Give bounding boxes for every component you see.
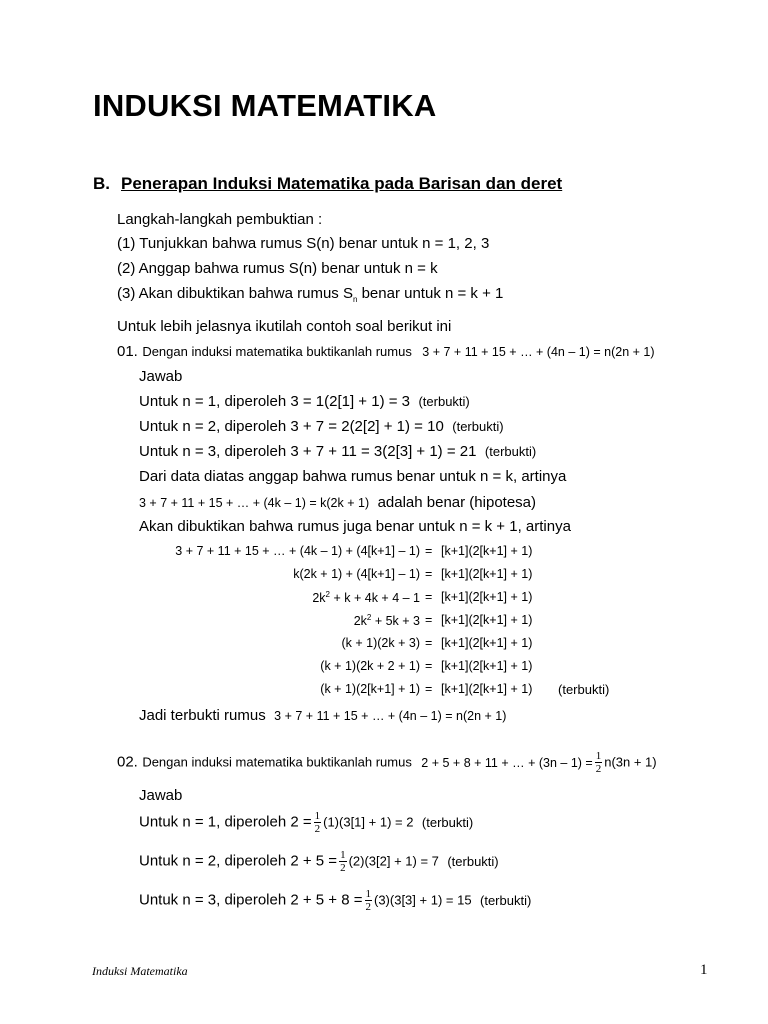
derivation-lhs: 3 + 7 + 11 + 15 + … + (4k – 1) + (4[k+1] – 1)	[175, 544, 420, 558]
derivation-equals: =	[425, 682, 433, 696]
half-fraction	[314, 810, 322, 835]
example-intro: Untuk lebih jelasnya ikutilah contoh soal berikut ini	[117, 318, 452, 335]
fraction-denominator: 2	[340, 862, 346, 874]
derivation-lhs	[354, 613, 420, 628]
derivation-equals: =	[425, 567, 433, 581]
step-3-text-b: benar untuk n = k + 1	[357, 285, 504, 302]
example-1-number: 01.	[117, 343, 138, 360]
derivation-rhs: [k+1](2[k+1] + 1)	[441, 636, 533, 650]
case-3-status: (terbukti)	[484, 444, 537, 459]
case-2-text: Untuk n = 2, diperoleh 3 + 7 = 2(2[2] + 1) = 10	[139, 418, 444, 435]
case-1-status: (terbukti)	[421, 814, 474, 830]
fraction-numerator: 1	[314, 810, 321, 822]
case-2-status: (terbukti)	[447, 853, 499, 869]
derivation-lhs: (k + 1)(2k + 2 + 1)	[320, 659, 420, 673]
example-1-question	[117, 343, 655, 361]
case-1-value: (1)(3[1] + 1) = 2	[323, 814, 414, 830]
derivation-rhs: [k+1](2[k+1] + 1)	[441, 682, 533, 696]
step-1: (1) Tunjukkan bahwa rumus S(n) benar untuk n = 1, 2, 3	[117, 235, 490, 252]
example-2-case-1	[139, 810, 473, 835]
example-1-case-3	[139, 443, 536, 461]
example-1-formula: 3 + 7 + 11 + 15 + … + (4n – 1) = n(2n + 1)	[422, 345, 655, 359]
derivation-equals: =	[425, 636, 433, 650]
half-fraction	[339, 849, 347, 874]
half-fraction	[365, 888, 373, 913]
example-2-text: Dengan induksi matematika buktikanlah rumus	[142, 754, 412, 770]
example-1-case-2	[139, 418, 504, 436]
fraction-numerator: 1	[365, 888, 371, 900]
derivation-equals: =	[425, 544, 433, 558]
fraction-numerator: 1	[595, 750, 602, 762]
example-2-case-3	[139, 888, 531, 913]
lhs-part: + 5k + 3	[371, 614, 420, 629]
section-title: Penerapan Induksi Matematika pada Barisan dan deret	[121, 174, 563, 193]
example-2-question	[117, 750, 657, 775]
example-1-case-1	[139, 393, 470, 411]
section-label: B.	[93, 174, 110, 193]
derivation-lhs: (k + 1)(2k + 3)	[341, 636, 420, 650]
case-2-status: (terbukti)	[452, 419, 504, 434]
case-3-text: Untuk n = 3, diperoleh 2 + 5 + 8 =	[139, 891, 363, 909]
fraction-denominator: 2	[595, 763, 602, 775]
case-1-text: Untuk n = 1, diperoleh 3 = 1(2[1] + 1) = 3	[139, 393, 411, 410]
example-2-jawab: Jawab	[139, 787, 183, 804]
derivation-rhs: [k+1](2[k+1] + 1)	[441, 567, 533, 581]
example-1-text: Dengan induksi matematika buktikanlah rumus	[142, 344, 412, 359]
derivation-equals: =	[425, 659, 433, 673]
derivation-rhs: [k+1](2[k+1] + 1)	[441, 659, 533, 673]
lhs-superscript: 2	[325, 590, 330, 599]
example-1-conclusion	[139, 707, 506, 725]
case-3-status: (terbukti)	[480, 892, 532, 908]
case-2-value: (2)(3[2] + 1) = 7	[348, 853, 439, 869]
steps-intro: Langkah-langkah pembuktian :	[117, 211, 323, 228]
derivation-rhs: [k+1](2[k+1] + 1)	[441, 544, 533, 558]
derivation-lhs: (k + 1)(2[k+1] + 1)	[320, 682, 420, 696]
example-2-number: 02.	[117, 753, 138, 771]
lhs-part: + k + 4k + 4 – 1	[330, 591, 420, 606]
derivation-rhs: [k+1](2[k+1] + 1)	[441, 590, 533, 604]
example-2-case-2	[139, 849, 499, 874]
hypothesis-text: Dari data diatas anggap bahwa rumus benar untuk n = k, artinya	[139, 468, 567, 485]
step-3	[117, 285, 503, 304]
derivation-rhs: [k+1](2[k+1] + 1)	[441, 613, 533, 627]
case-1-text: Untuk n = 1, diperoleh 2 =	[139, 813, 312, 831]
example-2-formula-tail: n(3n + 1)	[604, 754, 657, 770]
conclusion-formula: 3 + 7 + 11 + 15 + … + (4n – 1) = n(2n + 1)	[274, 709, 507, 723]
step-3-subscript: n	[352, 295, 358, 304]
prove-text: Akan dibuktikan bahwa rumus juga benar untuk n = k + 1, artinya	[139, 518, 571, 535]
fraction-denominator: 2	[365, 901, 371, 913]
footer-title: Induksi Matematika	[92, 964, 188, 978]
fraction-numerator: 1	[340, 849, 346, 861]
derivation-status: (terbukti)	[558, 682, 610, 697]
conclusion-text: Jadi terbukti rumus	[139, 707, 266, 724]
derivation-equals: =	[425, 613, 433, 627]
lhs-part: 2k	[353, 614, 367, 629]
example-2-formula: 2 + 5 + 8 + 11 + … + (3n – 1) =	[421, 755, 593, 770]
lhs-part: 2k	[312, 591, 326, 606]
lhs-superscript: 2	[366, 613, 372, 622]
derivation-lhs	[312, 590, 420, 605]
fraction-denominator: 2	[314, 823, 321, 835]
page-number: 1	[700, 962, 708, 978]
step-2: (2) Anggap bahwa rumus S(n) benar untuk n = k	[117, 260, 438, 277]
derivation-lhs: k(2k + 1) + (4[k+1] – 1)	[293, 567, 420, 581]
case-1-status: (terbukti)	[418, 394, 470, 409]
half-fraction	[595, 750, 603, 775]
hypothesis-formula: 3 + 7 + 11 + 15 + … + (4k – 1) = k(2k + 1)	[139, 496, 370, 510]
derivation-equals: =	[425, 590, 433, 604]
page-title: INDUKSI MATEMATIKA	[93, 88, 437, 123]
step-3-text-a: (3) Akan dibuktikan bahwa rumus S	[117, 285, 353, 302]
case-2-text: Untuk n = 2, diperoleh 2 + 5 =	[139, 852, 338, 870]
case-3-value: (3)(3[3] + 1) = 15	[374, 892, 472, 908]
case-3-text: Untuk n = 3, diperoleh 3 + 7 + 11 = 3(2[3] + 1) = 21	[139, 443, 477, 460]
section-heading	[93, 174, 562, 194]
example-1-jawab: Jawab	[139, 368, 183, 385]
hypothesis-tail: adalah benar (hipotesa)	[377, 494, 537, 511]
hypothesis-line	[139, 494, 536, 512]
